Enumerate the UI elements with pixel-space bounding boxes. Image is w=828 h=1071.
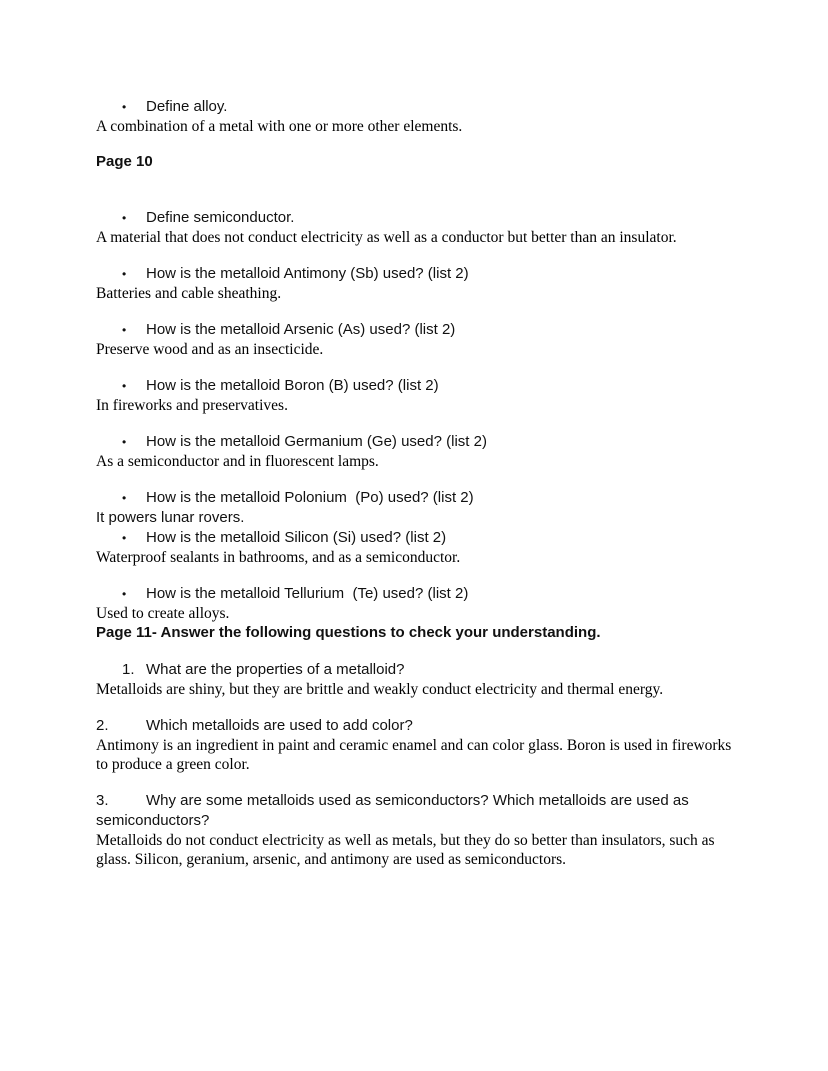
answer-question-1: Metalloids are shiny, but they are brittle and weakly conduct electricity and thermal energy. [96,681,664,698]
bullet-question-antimony [96,264,732,284]
question-text: Define semiconductor. [146,209,295,226]
bullet-icon: • [122,491,127,505]
answer-germanium: As a semiconductor and in fluorescent lamps. [96,453,379,470]
question-text: How is the metalloid Boron (B) used? (list 2) [146,377,439,394]
answer-arsenic: Preserve wood and as an insecticide. [96,341,324,358]
answer-boron: In fireworks and preservatives. [96,397,288,414]
heading-page-11: Page 11- Answer the following questions to check your understanding. [96,624,601,641]
question-text: How is the metalloid Tellurium (Te) used? (list 2) [146,585,469,602]
question-text: How is the metalloid Arsenic (As) used? (list 2) [146,321,456,338]
bullet-icon: • [122,587,127,601]
bullet-question-tellurium [96,584,732,604]
answer-question-3: Metalloids do not conduct electricity as well as metals, but they do so better than insulators, such as glass. Silicon, geranium, arsenic, and antimony are used as semiconductors. [96,832,715,868]
bullet-icon: • [122,531,127,545]
numbered-question-2 [96,716,732,736]
bullet-question-arsenic [96,320,732,340]
answer-tellurium: Used to create alloys. [96,605,230,622]
answer-define-alloy: A combination of a metal with one or more other elements. [96,118,463,135]
bullet-question-boron [96,376,732,396]
bullet-question-germanium [96,432,732,452]
question-text: Define alloy. [146,98,228,115]
question-text: Which metalloids are used to add color? [146,717,413,734]
answer-define-semiconductor: A material that does not conduct electricity as well as a conductor but better than an insulator. [96,229,677,246]
numbered-question-1 [96,660,732,680]
bullet-question-define-alloy [96,97,732,117]
question-text: What are the properties of a metalloid? [146,661,405,678]
bullet-icon: • [122,323,127,337]
answer-polonium: It powers lunar rovers. [96,509,245,526]
bullet-icon: • [122,100,127,114]
question-text: How is the metalloid Silicon (Si) used? (list 2) [146,529,447,546]
question-number: 2. [96,717,109,734]
answer-antimony: Batteries and cable sheathing. [96,285,282,302]
bullet-question-define-semiconductor [96,208,732,228]
bullet-question-silicon [96,528,732,548]
bullet-icon: • [122,435,127,449]
answer-question-2: Antimony is an ingredient in paint and ceramic enamel and can color glass. Boron is used in fireworks to produce a green color. [96,737,732,773]
heading-page-10: Page 10 [96,153,153,170]
bullet-icon: • [122,379,127,393]
answer-silicon: Waterproof sealants in bathrooms, and as a semiconductor. [96,549,461,566]
bullet-icon: • [122,211,127,225]
bullet-question-polonium [96,488,732,508]
question-text: How is the metalloid Antimony (Sb) used? (list 2) [146,265,469,282]
question-number: 1. [122,661,135,678]
question-text: How is the metalloid Polonium (Po) used? (list 2) [146,489,474,506]
question-text: How is the metalloid Germanium (Ge) used? (list 2) [146,433,487,450]
question-text: Why are some metalloids used as semiconductors? Which metalloids are used as semiconductors? [96,792,689,829]
question-number: 3. [96,792,109,809]
numbered-question-3 [96,791,732,831]
bullet-icon: • [122,267,127,281]
